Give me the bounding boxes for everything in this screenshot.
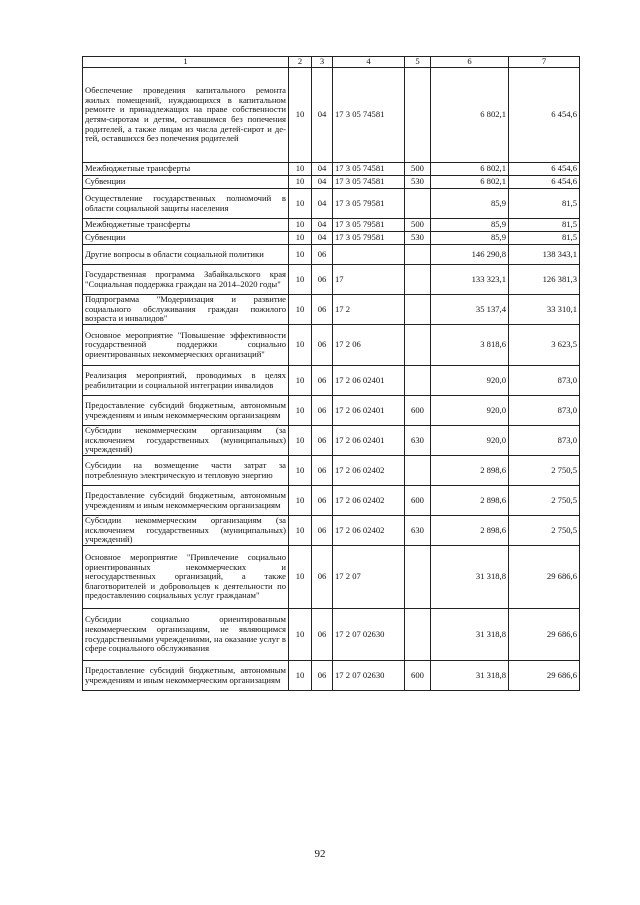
budget-table [82, 56, 580, 691]
row-cell-c7: 29 686,6 [509, 546, 580, 609]
row-cell-c4: 17 3 05 79581 [333, 189, 405, 219]
row-cell-c6: 146 290,8 [431, 245, 509, 265]
row-cell-c6: 920,0 [431, 396, 509, 426]
row-cell-c3: 06 [312, 486, 333, 516]
column-header: 3 [312, 57, 333, 68]
table-row [83, 661, 580, 691]
row-cell-c2: 10 [289, 265, 312, 295]
row-name-cell: Предоставление субсидий бюджетным, автономным учреждениям и иным некоммерческим организациям [83, 486, 289, 516]
row-cell-c3: 06 [312, 516, 333, 546]
row-name-cell: Основное мероприятие "Привлечение социально ориентированных некоммерческих и негосударственных организаций, а также благотворителей и добровольцев к деятельности по предоставлению социальных услуг гражданам" [83, 546, 289, 609]
row-cell-c6: 85,9 [431, 219, 509, 232]
row-cell-c3: 04 [312, 68, 333, 163]
row-cell-c7: 873,0 [509, 426, 580, 456]
row-cell-c3: 06 [312, 426, 333, 456]
row-name-cell: Субсидии социально ориентированным некоммерческим организациям, не являющимся государственными учреждениями, на оказание услуг в сфере социального обслуживания [83, 609, 289, 661]
row-cell-c5 [405, 265, 431, 295]
row-cell-c4: 17 3 05 74581 [333, 68, 405, 163]
row-cell-c6: 31 318,8 [431, 661, 509, 691]
row-cell-c7: 81,5 [509, 189, 580, 219]
row-cell-c4: 17 2 06 02402 [333, 486, 405, 516]
row-name-cell: Межбюджетные трансферты [83, 219, 289, 232]
table-row [83, 396, 580, 426]
row-cell-c2: 10 [289, 661, 312, 691]
row-cell-c3: 04 [312, 219, 333, 232]
row-name-cell: Осуществление государственных полномочий в области социальной защиты населения [83, 189, 289, 219]
table-row [83, 325, 580, 366]
row-cell-c7: 873,0 [509, 396, 580, 426]
row-cell-c2: 10 [289, 325, 312, 366]
row-cell-c3: 06 [312, 325, 333, 366]
row-cell-c6: 31 318,8 [431, 609, 509, 661]
row-cell-c2: 10 [289, 163, 312, 176]
row-name-cell: Субсидии некоммерческим организациям (за исключением государственных (муниципальных) учреждений) [83, 426, 289, 456]
row-cell-c6: 920,0 [431, 426, 509, 456]
row-cell-c6: 85,9 [431, 189, 509, 219]
page-number: 92 [314, 848, 326, 860]
row-cell-c3: 06 [312, 396, 333, 426]
table-row [83, 456, 580, 486]
row-cell-c5: 500 [405, 163, 431, 176]
row-cell-c2: 10 [289, 219, 312, 232]
row-cell-c5: 630 [405, 426, 431, 456]
row-cell-c3: 06 [312, 245, 333, 265]
row-cell-c4: 17 2 06 02402 [333, 516, 405, 546]
row-cell-c2: 10 [289, 366, 312, 396]
column-header: 2 [289, 57, 312, 68]
row-cell-c4: 17 2 07 02630 [333, 661, 405, 691]
table-row [83, 295, 580, 325]
row-cell-c4 [333, 245, 405, 265]
row-cell-c7: 29 686,6 [509, 609, 580, 661]
row-cell-c4: 17 2 06 02401 [333, 426, 405, 456]
row-cell-c2: 10 [289, 609, 312, 661]
row-cell-c6: 2 898,6 [431, 516, 509, 546]
row-cell-c3: 06 [312, 265, 333, 295]
table-row [83, 219, 580, 232]
row-cell-c7: 138 343,1 [509, 245, 580, 265]
row-name-cell: Предоставление субсидий бюджетным, автономным учреждениям и иным некоммерческим организациям [83, 661, 289, 691]
row-cell-c5 [405, 295, 431, 325]
row-cell-c6: 133 323,1 [431, 265, 509, 295]
row-cell-c3: 04 [312, 189, 333, 219]
row-cell-c3: 04 [312, 232, 333, 245]
row-cell-c5 [405, 68, 431, 163]
row-cell-c2: 10 [289, 176, 312, 189]
row-cell-c2: 10 [289, 295, 312, 325]
row-cell-c3: 06 [312, 295, 333, 325]
table-row [83, 546, 580, 609]
row-cell-c5 [405, 456, 431, 486]
table-row [83, 366, 580, 396]
column-header: 1 [83, 57, 289, 68]
row-cell-c4: 17 [333, 265, 405, 295]
table-header-row [83, 57, 580, 68]
row-cell-c3: 06 [312, 546, 333, 609]
column-header: 6 [431, 57, 509, 68]
row-name-cell: Предоставление субсидий бюджетным, автономным учреждениям и иным некоммерческим организациям [83, 396, 289, 426]
row-cell-c2: 10 [289, 189, 312, 219]
row-cell-c2: 10 [289, 396, 312, 426]
row-cell-c4: 17 2 07 [333, 546, 405, 609]
row-cell-c2: 10 [289, 486, 312, 516]
row-cell-c7: 33 310,1 [509, 295, 580, 325]
row-cell-c4: 17 3 05 74581 [333, 163, 405, 176]
table-row [83, 516, 580, 546]
row-cell-c2: 10 [289, 546, 312, 609]
row-cell-c7: 2 750,5 [509, 486, 580, 516]
row-cell-c2: 10 [289, 426, 312, 456]
row-name-cell: Другие вопросы в области социальной политики [83, 245, 289, 265]
row-name-cell: Субсидии некоммерческим организациям (за исключением государственных (муниципальных) учреждений) [83, 516, 289, 546]
row-cell-c4: 17 2 06 02401 [333, 396, 405, 426]
table-row [83, 245, 580, 265]
row-cell-c6: 31 318,8 [431, 546, 509, 609]
row-name-cell: Субвенции [83, 232, 289, 245]
row-cell-c4: 17 2 06 02401 [333, 366, 405, 396]
row-cell-c2: 10 [289, 68, 312, 163]
row-cell-c3: 06 [312, 661, 333, 691]
row-name-cell: Межбюджетные трансферты [83, 163, 289, 176]
row-cell-c3: 06 [312, 456, 333, 486]
table-row [83, 609, 580, 661]
row-cell-c5: 500 [405, 219, 431, 232]
row-cell-c5 [405, 245, 431, 265]
column-header: 4 [333, 57, 405, 68]
row-cell-c6: 6 802,1 [431, 68, 509, 163]
row-cell-c2: 10 [289, 516, 312, 546]
table-row [83, 163, 580, 176]
table-row [83, 68, 580, 163]
row-name-cell: Основное мероприятие "Повышение эффективности государственной поддержки социально ориентированных некоммерческих организаций" [83, 325, 289, 366]
row-cell-c2: 10 [289, 232, 312, 245]
row-cell-c4: 17 3 05 79581 [333, 219, 405, 232]
row-cell-c4: 17 2 [333, 295, 405, 325]
row-cell-c5: 630 [405, 516, 431, 546]
row-cell-c7: 2 750,5 [509, 456, 580, 486]
row-name-cell: Субвенции [83, 176, 289, 189]
row-cell-c6: 3 818,6 [431, 325, 509, 366]
row-cell-c5: 530 [405, 232, 431, 245]
row-cell-c3: 04 [312, 176, 333, 189]
row-cell-c5 [405, 609, 431, 661]
row-cell-c6: 2 898,6 [431, 456, 509, 486]
row-name-cell: Обеспечение проведения капитального ремонта жилых помещений, нуждающихся в капитальном ремонте и принадлежащих на праве собственности детям-сиротам и детям, оставшимся без попечения родителей, а также лицам из числа детей-сирот и детей, оставшихся без попечения родителей [83, 68, 289, 163]
row-cell-c6: 35 137,4 [431, 295, 509, 325]
table-row [83, 189, 580, 219]
row-cell-c6: 920,0 [431, 366, 509, 396]
table-row [83, 232, 580, 245]
row-cell-c7: 6 454,6 [509, 68, 580, 163]
table-row [83, 426, 580, 456]
row-cell-c4: 17 2 06 [333, 325, 405, 366]
row-name-cell: Подпрограмма "Модернизация и развитие социального обслуживания граждан пожилого возраста и инвалидов" [83, 295, 289, 325]
row-cell-c5: 600 [405, 396, 431, 426]
row-cell-c6: 85,9 [431, 232, 509, 245]
row-cell-c5: 600 [405, 486, 431, 516]
row-cell-c6: 2 898,6 [431, 486, 509, 516]
row-cell-c7: 3 623,5 [509, 325, 580, 366]
column-header: 7 [509, 57, 580, 68]
row-cell-c7: 873,0 [509, 366, 580, 396]
row-cell-c3: 06 [312, 609, 333, 661]
row-cell-c3: 04 [312, 163, 333, 176]
row-cell-c4: 17 2 07 02630 [333, 609, 405, 661]
row-name-cell: Государственная программа Забайкальского края "Социальная поддержка граждан на 2014–2020 годы" [83, 265, 289, 295]
row-cell-c5 [405, 325, 431, 366]
row-cell-c3: 06 [312, 366, 333, 396]
table-row [83, 176, 580, 189]
row-cell-c7: 81,5 [509, 232, 580, 245]
row-cell-c7: 2 750,5 [509, 516, 580, 546]
row-cell-c4: 17 3 05 79581 [333, 232, 405, 245]
row-cell-c7: 6 454,6 [509, 163, 580, 176]
table-row [83, 265, 580, 295]
row-cell-c5 [405, 546, 431, 609]
row-cell-c5 [405, 366, 431, 396]
row-cell-c5: 600 [405, 661, 431, 691]
row-cell-c5: 530 [405, 176, 431, 189]
row-cell-c5 [405, 189, 431, 219]
row-name-cell: Реализация мероприятий, проводимых в целях реабилитации и социальной интеграции инвалидов [83, 366, 289, 396]
column-header: 5 [405, 57, 431, 68]
row-cell-c4: 17 3 05 74581 [333, 176, 405, 189]
row-cell-c7: 81,5 [509, 219, 580, 232]
row-cell-c4: 17 2 06 02402 [333, 456, 405, 486]
row-cell-c7: 126 381,3 [509, 265, 580, 295]
table-row [83, 486, 580, 516]
row-cell-c6: 6 802,1 [431, 163, 509, 176]
row-name-cell: Субсидии на возмещение части затрат за потребленную электрическую и тепловую энергию [83, 456, 289, 486]
row-cell-c2: 10 [289, 245, 312, 265]
row-cell-c2: 10 [289, 456, 312, 486]
row-cell-c7: 29 686,6 [509, 661, 580, 691]
row-cell-c7: 6 454,6 [509, 176, 580, 189]
row-cell-c6: 6 802,1 [431, 176, 509, 189]
